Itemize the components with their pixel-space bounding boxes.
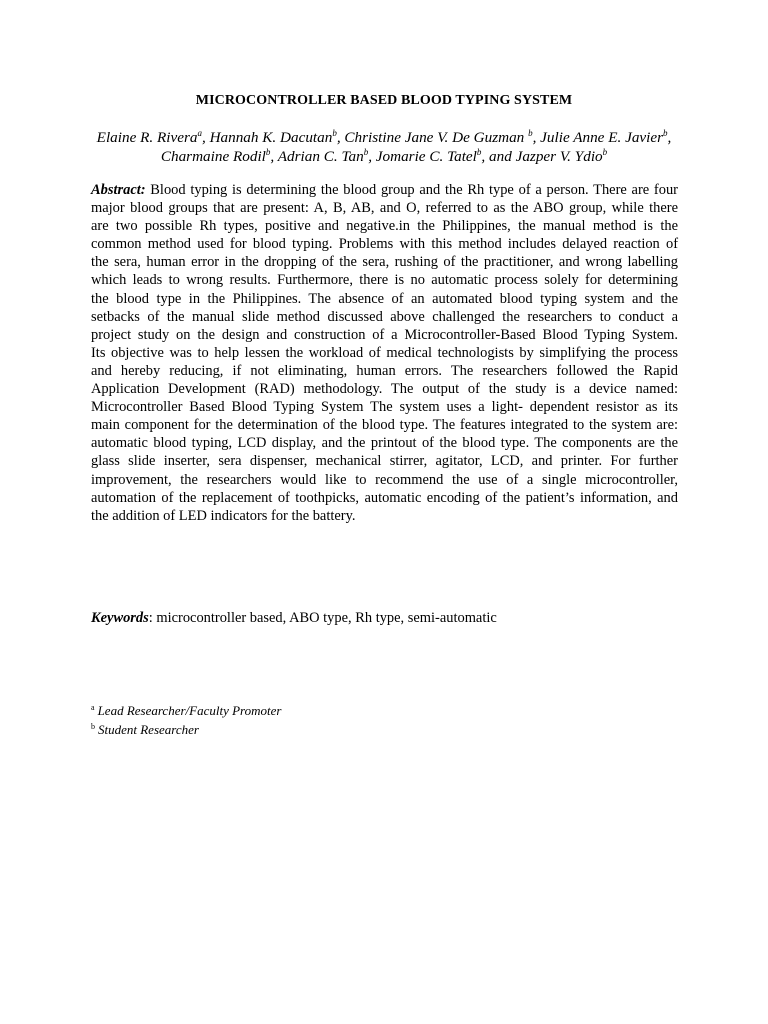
author-separator: , and bbox=[481, 148, 516, 165]
abstract-line: common method used for blood typing. Problems with this method includes delayed reaction of bbox=[91, 236, 678, 253]
author-separator: , bbox=[336, 129, 345, 146]
author-affiliation-mark: b bbox=[265, 147, 271, 157]
abstract-line: Application Development (RAD) methodology. The output of the study is a device named: bbox=[91, 381, 678, 398]
abstract-line: improvement, the researchers would like to recommend the use of a single microcontroller, bbox=[91, 471, 678, 488]
abstract-line: automatic blood typing, LCD display, and the printout of the blood type. The components are the bbox=[91, 435, 678, 452]
abstract-line: major blood groups that are present: A, B, AB, and O, referred to as the ABO group, while there bbox=[91, 200, 678, 217]
author-name: Julie Anne E. Javier bbox=[540, 129, 664, 146]
paper-title: MICROCONTROLLER BASED BLOOD TYPING SYSTEM bbox=[195, 93, 573, 108]
footnote-lead-researcher bbox=[91, 703, 281, 719]
footnote-mark: a bbox=[91, 703, 95, 712]
abstract-line: automation of the replacement of toothpicks, automatic encoding of the patient’s information, and bbox=[91, 489, 678, 506]
author-affiliation-mark: b bbox=[602, 147, 608, 157]
abstract-label: Abstract: bbox=[91, 182, 146, 198]
author-line-2 bbox=[60, 147, 708, 166]
abstract-line: the sera, human error in the dropping of the sera, rushing of the practitioner, and wrong labelling bbox=[91, 254, 678, 271]
abstract-text: Blood typing is determining the blood group and the Rh type of a person. There are four bbox=[145, 182, 678, 198]
abstract-line bbox=[91, 181, 678, 199]
author-affiliation-mark: b bbox=[528, 128, 533, 138]
author-name: Jomarie C. Tatel bbox=[375, 148, 477, 165]
author-name: Adrian C. Tan bbox=[277, 148, 364, 165]
abstract-line: the blood type in the Philippines. The absence of an automated blood typing system and the bbox=[91, 290, 678, 307]
author-separator: , bbox=[532, 129, 541, 146]
author-line-1 bbox=[60, 128, 708, 147]
author-separator: , bbox=[667, 129, 672, 146]
author-separator: , bbox=[368, 148, 376, 165]
keywords-label: Keywords bbox=[91, 610, 149, 626]
footnote-text: Student Researcher bbox=[98, 722, 199, 737]
author-affiliation-mark: b bbox=[363, 147, 369, 157]
footnote-text: Lead Researcher/Faculty Promoter bbox=[97, 703, 282, 718]
abstract-line: setbacks of the manual slide method discussed above challenged the researchers to conduct a bbox=[91, 308, 678, 325]
abstract-line: project study on the design and construction of a Microcontroller-Based Blood Typing System. bbox=[91, 326, 678, 343]
author-name: Hannah K. Dacutan bbox=[209, 129, 333, 146]
author-list bbox=[60, 128, 708, 166]
author-affiliation-mark: a bbox=[197, 128, 202, 138]
abstract-line: are two possible Rh types, positive and negative.in the Philippines, the manual method is the bbox=[91, 218, 678, 235]
author-name: Christine Jane V. De Guzman bbox=[344, 129, 529, 146]
author-name: Jazper V. Ydio bbox=[515, 148, 603, 165]
abstract-line: and hereby reducing, if not eliminating, human errors. The researchers followed the Rapid bbox=[91, 362, 678, 379]
author-affiliation-mark: b bbox=[663, 128, 668, 138]
abstract-block bbox=[91, 181, 678, 525]
abstract-line: Microcontroller Based Blood Typing System The system uses a light- dependent resistor as its bbox=[91, 399, 678, 416]
footnote-mark: b bbox=[91, 722, 95, 731]
keywords-line bbox=[91, 610, 497, 627]
abstract-line: the addition of LED indicators for the battery. bbox=[91, 507, 356, 524]
author-separator: , bbox=[201, 129, 210, 146]
abstract-line: glass slide inserter, sera dispenser, mechanical stirrer, agitator, LCD, and printer. For further bbox=[91, 453, 678, 470]
footnote-student-researcher bbox=[91, 722, 199, 738]
author-name: Elaine R. Rivera bbox=[96, 129, 198, 146]
abstract-line: Its objective was to help lessen the workload of medical technologists by simplifying the process bbox=[91, 344, 678, 361]
abstract-line: which leads to wrong results. Furthermore, there is no automatic process solely for determining bbox=[91, 272, 678, 289]
author-affiliation-mark: b bbox=[476, 147, 482, 157]
author-name: Charmaine Rodil bbox=[160, 148, 266, 165]
author-separator: , bbox=[270, 148, 278, 165]
abstract-line: main component for the determination of the blood type. The features integrated to the system are: bbox=[91, 417, 678, 434]
keywords-text: : microcontroller based, ABO type, Rh type, semi-automatic bbox=[148, 610, 497, 626]
author-affiliation-mark: b bbox=[332, 128, 337, 138]
